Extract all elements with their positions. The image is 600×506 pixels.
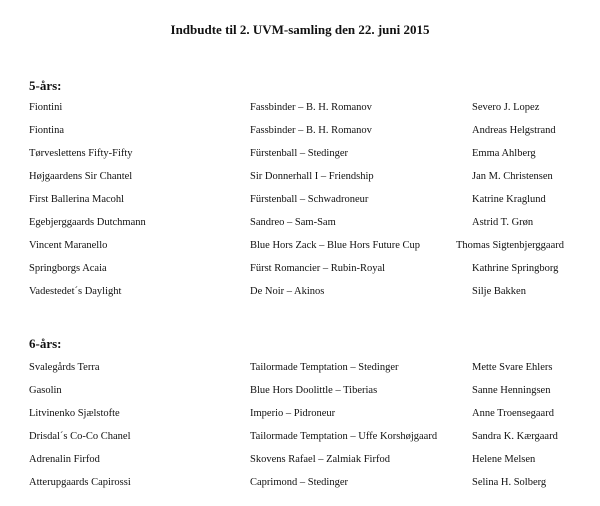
- pedigree: Blue Hors Doolittle – Tiberias: [250, 385, 378, 396]
- pedigree: Fürst Romancier – Rubin-Royal: [250, 263, 386, 274]
- section-heading-5-year: 5-års:: [29, 78, 62, 93]
- pedigree: Skovens Rafael – Zalmiak Firfod: [250, 454, 390, 465]
- page-title: Indbudte til 2. UVM-samling den 22. juni 2015: [170, 22, 430, 37]
- rider-name: Katrine Kraglund: [472, 194, 546, 205]
- pedigree: Fassbinder – B. H. Romanov: [250, 102, 372, 113]
- table-row: [0, 361, 600, 384]
- table-row: [0, 216, 600, 239]
- table-row: [0, 170, 600, 193]
- table-row: [0, 285, 600, 308]
- table-6-year: [0, 361, 600, 499]
- pedigree: Tailormade Temptation – Uffe Korshøjgaard: [250, 431, 438, 442]
- rider-name: Silje Bakken: [472, 286, 526, 297]
- pedigree: Blue Hors Zack – Blue Hors Future Cup: [250, 240, 421, 251]
- horse-name: Adrenalin Firfod: [29, 454, 100, 465]
- table-row: [0, 262, 600, 285]
- table-row: [0, 453, 600, 476]
- horse-name: Litvinenko Sjælstofte: [29, 408, 120, 419]
- rider-name: Thomas Sigtenbjerggaard: [456, 240, 564, 251]
- rider-name: Sandra K. Kærgaard: [472, 431, 558, 442]
- table-row: [0, 101, 600, 124]
- table-5-year: [0, 101, 600, 308]
- table-row: [0, 124, 600, 147]
- horse-name: Vadestedet´s Daylight: [29, 286, 122, 297]
- table-row: [0, 147, 600, 170]
- horse-name: First Ballerina Macohl: [29, 194, 125, 205]
- rider-name: Selina H. Solberg: [472, 477, 547, 488]
- table-row: [0, 407, 600, 430]
- table-row: [0, 239, 600, 262]
- table-row: [0, 384, 600, 407]
- pedigree: Fürstenball – Schwadroneur: [250, 194, 369, 205]
- rider-name: Anne Troensegaard: [472, 408, 554, 419]
- table-row: [0, 476, 600, 499]
- horse-name: Gasolin: [29, 385, 62, 396]
- rider-name: Andreas Helgstrand: [472, 125, 556, 136]
- horse-name: Springborgs Acaia: [29, 263, 107, 274]
- section-heading-6-year: 6-års:: [29, 336, 62, 351]
- rider-name: Emma Ahlberg: [472, 148, 536, 159]
- rider-name: Severo J. Lopez: [472, 102, 540, 113]
- pedigree: Fassbinder – B. H. Romanov: [250, 125, 372, 136]
- horse-name: Tørveslettens Fifty-Fifty: [29, 148, 133, 159]
- horse-name: Fiontini: [29, 102, 63, 113]
- horse-name: Egebjerggaards Dutchmann: [29, 217, 146, 228]
- horse-name: Højgaardens Sir Chantel: [29, 171, 133, 182]
- rider-name: Kathrine Springborg: [472, 263, 559, 274]
- pedigree: De Noir – Akinos: [250, 286, 325, 297]
- table-row: [0, 430, 600, 453]
- rider-name: Sanne Henningsen: [472, 385, 551, 396]
- horse-name: Vincent Maranello: [29, 240, 108, 251]
- horse-name: Fiontina: [29, 125, 65, 136]
- rider-name: Astrid T. Grøn: [472, 217, 534, 228]
- rider-name: Mette Svare Ehlers: [472, 362, 553, 373]
- horse-name: Drisdal´s Co-Co Chanel: [29, 431, 131, 442]
- rider-name: Jan M. Christensen: [472, 171, 553, 182]
- pedigree: Tailormade Temptation – Stedinger: [250, 362, 399, 373]
- horse-name: Svalegårds Terra: [29, 362, 100, 373]
- rider-name: Helene Melsen: [472, 454, 536, 465]
- table-row: [0, 193, 600, 216]
- pedigree: Imperio – Pidroneur: [250, 408, 336, 419]
- pedigree: Sandreo – Sam-Sam: [250, 217, 336, 228]
- horse-name: Atterupgaards Capirossi: [29, 477, 131, 488]
- pedigree: Caprimond – Stedinger: [250, 477, 348, 488]
- pedigree: Fürstenball – Stedinger: [250, 148, 348, 159]
- pedigree: Sir Donnerhall I – Friendship: [250, 171, 374, 182]
